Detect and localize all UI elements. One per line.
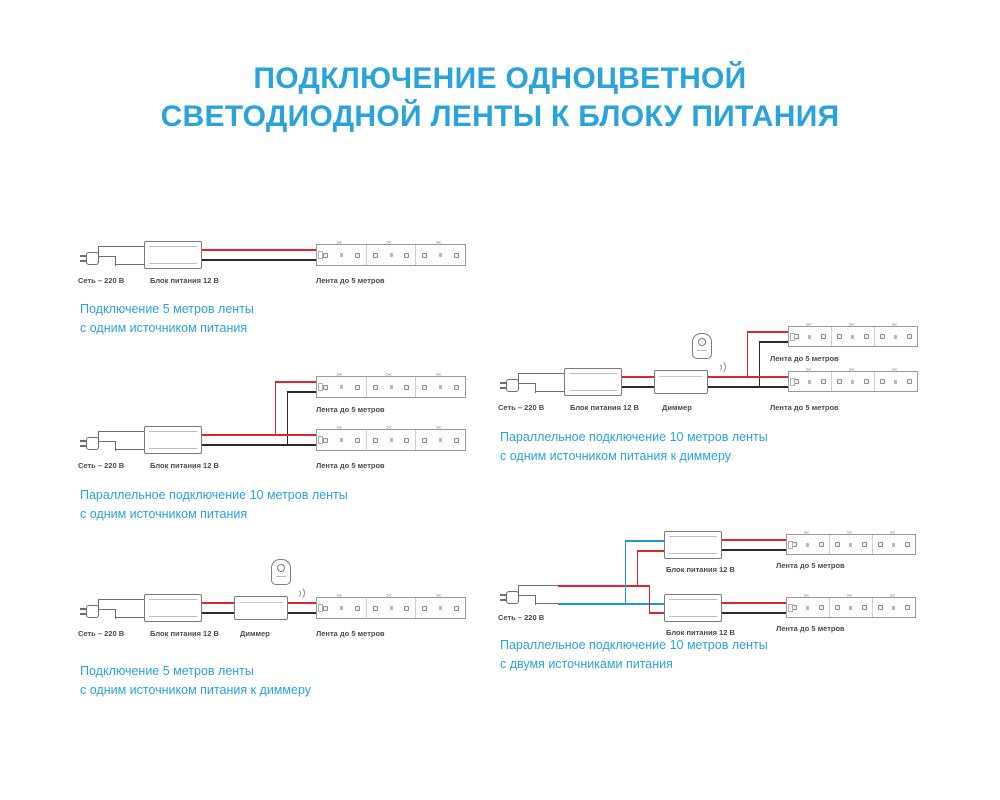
label-psu-top: Блок питания 12 В [666,565,735,574]
label-strip-top: Лента до 5 метров [770,354,839,363]
wire-mains [98,256,116,257]
wire-mains-loop-bottom [115,449,145,450]
wire-bottom-positive [748,376,790,378]
wire-top-psu-negative [722,549,788,551]
power-supply-unit [144,426,202,454]
wire-mains-lower-red-riser [649,585,651,613]
wire-mains-branch-cyan [558,603,626,605]
wire-top-positive [747,331,791,333]
wire-mains-loop-bottom [115,264,145,265]
scheme-2-caption-line-1: Параллельное подключение 10 метров ленты [80,488,348,502]
wire-out-positive-riser [747,331,749,377]
page-title [0,60,1000,135]
wire-mains-branch-red-riser [637,550,639,586]
wire-negative [202,259,318,261]
scheme-1-caption-line-2: с одним источником питания [80,320,248,335]
dimmer-controller [654,370,708,394]
wire-mains-lower-cyan [626,603,666,605]
wire-mains-loop-down [535,595,536,605]
mains-plug-icon [500,591,520,605]
label-mains: Сеть – 220 В [498,403,545,412]
wire-mains-top [518,373,564,374]
label-dimmer: Диммер [662,403,692,412]
label-mains: Сеть – 220 В [498,613,545,622]
wire-out-negative-riser [759,341,761,387]
wire-mains-top [98,431,144,432]
wire-positive-top [275,381,319,383]
led-strip: ✂ ✂ ✂ [316,597,466,619]
led-strip-top: ✂ ✂ ✂ [786,534,916,555]
label-psu: Блок питания 12 В [570,403,639,412]
wire-mains-riser [518,585,519,595]
led-strip-bottom: ✂ ✂ ✂ [316,429,466,451]
wire-mains [98,609,116,610]
scheme-3-caption-line-2: с одним источником питания к диммеру [80,682,311,697]
scheme-1-caption-line-1: Подключение 5 метров ленты [80,302,254,316]
wire-out-positive [708,376,748,378]
wire-mains-riser [98,246,99,256]
wire-mains [98,441,116,442]
scheme-3-caption-line-1: Подключение 5 метров ленты [80,664,254,678]
label-strip-bottom: Лента до 5 метров [770,403,839,412]
page-title-line-2: СВЕТОДИОДНОЙ ЛЕНТЫ К БЛОКУ ПИТАНИЯ [160,99,840,133]
wire-psu-to-dimmer-positive [202,602,236,604]
label-psu: Блок питания 12 В [150,629,219,638]
wire-mains-lower-red-run [649,612,667,614]
scheme-4-caption-line-1: Параллельное подключение 10 метров ленты [500,430,768,444]
wire-mains-loop-bottom [535,603,559,604]
wire-mains [518,595,536,596]
scheme-4-caption [500,428,768,466]
power-supply-unit-bottom [664,594,722,622]
wire-positive [202,249,318,251]
dimmer-controller [234,596,288,620]
label-dimmer: Диммер [240,629,270,638]
wire-dimmer-to-strip-positive [288,602,318,604]
wire-mains [518,383,536,384]
mains-plug-icon [80,605,100,619]
wire-mains-loop-down [115,256,116,266]
label-strip-top: Лента до 5 метров [316,405,385,414]
scheme-3-caption [80,662,311,700]
wire-mains-loop-down [535,383,536,393]
wire-positive-bottom [276,434,318,436]
power-supply-unit-top [664,531,722,559]
mains-plug-icon [500,379,520,393]
remote-control-icon [692,333,714,361]
wire-mains-top [518,585,558,586]
wire-psu-to-dimmer-negative [202,612,236,614]
ir-signal-icon [713,360,727,376]
label-mains: Сеть – 220 В [78,629,125,638]
label-mains: Сеть – 220 В [78,276,125,285]
wire-mains-loop-down [115,441,116,451]
wire-mains-riser [98,431,99,441]
label-psu: Блок питания 12 В [150,461,219,470]
mains-plug-icon [80,252,100,266]
wire-mains-top [98,599,144,600]
wire-negative-top [287,391,319,393]
label-strip-bottom: Лента до 5 метров [316,461,385,470]
scheme-5-caption-line-1: Параллельное подключение 10 метров ленты [500,638,768,652]
label-strip: Лента до 5 метров [316,276,385,285]
led-strip-bottom: ✂ ✂ ✂ [788,371,918,392]
scheme-5-caption-line-2: с двумя источниками питания [500,656,673,671]
label-strip: Лента до 5 метров [316,629,385,638]
wire-dimmer-to-strip-negative [288,612,318,614]
wire-mains-branch-red [558,585,638,587]
scheme-4-caption-line-2: с одним источником питания к диммеру [500,448,731,463]
led-strip: ✂ ✂ ✂ [316,244,466,266]
wire-mains-branch-cyan-top [625,540,667,542]
led-strip-bottom: ✂ ✂ ✂ [786,597,916,618]
wire-negative-bottom [288,444,318,446]
wire-bottom-psu-positive [722,602,788,604]
mains-plug-icon [80,437,100,451]
wire-bottom-negative [760,386,790,388]
wire-psu-to-dimmer-negative [622,386,656,388]
label-mains: Сеть – 220 В [78,461,125,470]
scheme-2-caption-line-2: с одним источником питания [80,506,248,521]
led-strip-top: ✂ ✂ ✂ [316,376,466,398]
wire-mains-loop-bottom [535,391,565,392]
page-title-line-1: ПОДКЛЮЧЕНИЕ ОДНОЦВЕТНОЙ [253,62,747,95]
label-psu-bottom: Блок питания 12 В [666,628,735,637]
scheme-5-caption [500,636,768,674]
label-strip-bottom: Лента до 5 метров [776,624,845,633]
scheme-2-caption [80,486,348,524]
wire-top-psu-positive [722,539,788,541]
wire-mains-riser [98,599,99,609]
wire-psu-to-dimmer-positive [622,376,656,378]
wire-mains-loop-bottom [115,617,145,618]
wire-positive-run [202,434,276,436]
led-strip-top: ✂ ✂ ✂ [788,326,918,347]
ir-signal-icon [292,586,306,602]
wire-mains-branch-cyan-riser [625,540,627,604]
power-supply-unit [144,594,202,622]
wire-mains-riser [518,373,519,383]
wire-mains-loop-down [115,609,116,619]
wire-mains-top [98,246,144,247]
wire-top-negative [759,341,791,343]
wire-bottom-psu-negative [722,612,788,614]
remote-control-icon [271,559,293,587]
wire-negative-riser [287,391,289,446]
wire-mains-branch-red-top [637,550,667,552]
power-supply-unit [564,368,622,396]
power-supply-unit [144,241,202,269]
label-strip-top: Лента до 5 метров [776,561,845,570]
wire-out-negative [708,386,760,388]
label-psu: Блок питания 12 В [150,276,219,285]
wire-positive-riser [275,381,277,436]
wire-negative-run [202,444,288,446]
wire-mains-lower-red [638,585,650,587]
scheme-1-caption [80,300,254,338]
